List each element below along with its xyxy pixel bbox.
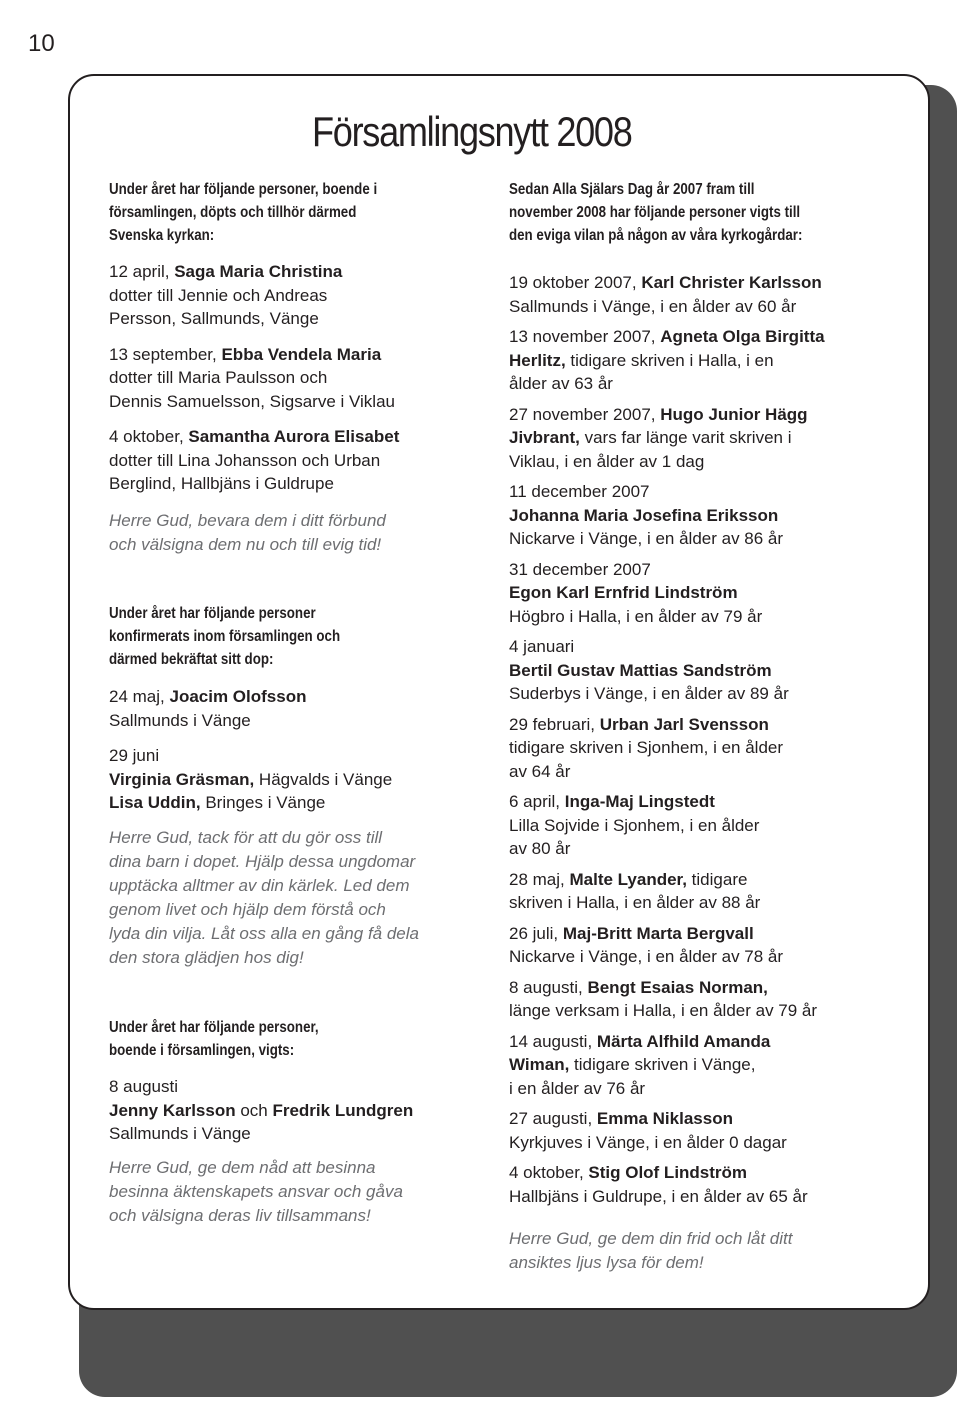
entry-line (509, 976, 879, 1000)
entry-name: Malte Lyander, (569, 869, 687, 889)
text-line: ansiktes ljus lysa för dem! (509, 1253, 704, 1272)
list-item (509, 1161, 879, 1208)
entry-text: Sallmunds i Vänge, i en ålder av 60 år (509, 296, 797, 316)
entry-line (509, 1030, 879, 1054)
entry-line (509, 891, 879, 915)
list-item (509, 790, 879, 861)
entry-name: Hugo Junior Hägg (660, 404, 808, 424)
list-item (509, 868, 879, 915)
entry-line (509, 349, 879, 373)
confirmed-heading (109, 602, 382, 671)
entry-text: 6 april, (509, 792, 565, 811)
list-item (509, 635, 879, 706)
entry-line (509, 1161, 879, 1185)
text-line: och välsigna dem nu och till evig tid! (109, 535, 382, 554)
funerals-heading (509, 178, 855, 247)
entry-text: Persson, Sallmunds, Vänge (109, 309, 319, 328)
entry-line (109, 768, 494, 792)
entry-line (509, 480, 879, 504)
entry-name: Bertil Gustav Mattias Sandström (509, 660, 772, 680)
entry-line (109, 307, 494, 331)
wedding-list (109, 1075, 494, 1146)
entry-line (109, 284, 494, 308)
text-line: lyda din vilja. Låt oss alla en gång få dela (109, 924, 419, 943)
entry-text: 19 oktober 2007, (509, 273, 642, 292)
wedding-section (109, 1016, 353, 1062)
entry-line (509, 659, 879, 683)
entry-line (509, 581, 879, 605)
wedding-prayer (109, 1156, 403, 1228)
entry-text: 4 januari (509, 637, 575, 656)
entry-line (509, 1053, 879, 1077)
entry-line (109, 1075, 494, 1099)
entry-line (509, 922, 879, 946)
entry-text: Högbro i Halla, i en ålder av 79 år (509, 606, 763, 626)
entry-line (509, 295, 879, 319)
list-item (109, 1075, 494, 1146)
entry-line (509, 504, 879, 528)
confirmed-section (109, 602, 378, 671)
list-item (509, 976, 879, 1023)
entry-name: Saga Maria Christina (174, 262, 343, 281)
entry-name: Maj-Britt Marta Bergvall (562, 923, 754, 943)
entry-text: länge verksam i Halla, i en ålder av 79 år (509, 1001, 818, 1020)
entry-line (509, 999, 879, 1023)
text-line: besinna äktenskapets ansvar och gåva (109, 1182, 403, 1201)
text-line: Herre Gud, ge dem din frid och låt ditt (509, 1229, 793, 1248)
entry-line (509, 713, 879, 737)
baptism-prayer (109, 509, 386, 557)
wedding-prayer-text (109, 1156, 403, 1228)
text-line: konfirmerats inom församlingen och (109, 628, 341, 645)
entry-line (509, 372, 879, 396)
text-line: Under året har följande personer, (109, 1019, 319, 1036)
entry-text: 29 februari, (509, 714, 600, 734)
entry-text: ålder av 63 år (509, 374, 613, 393)
entry-text: Nickarve i Vänge, i en ålder av 78 år (509, 947, 784, 966)
entry-name: Karl Christer Karlsson (641, 273, 822, 292)
wedding-heading (109, 1016, 356, 1062)
list-item (109, 685, 494, 732)
entry-name: Agneta Olga Birgitta (660, 327, 825, 346)
text-line: Herre Gud, tack för att du gör oss till (109, 828, 383, 847)
entry-text: Bringes i Vänge (200, 793, 326, 812)
entry-text: Hägvalds i Vänge (254, 769, 393, 789)
entry-name: Emma Niklasson (596, 1109, 733, 1128)
entry-line (109, 472, 494, 496)
list-item (509, 403, 879, 474)
entry-text: 29 juni (109, 746, 160, 765)
text-line: november 2008 har följande personer vigts till (509, 204, 801, 221)
baptized-heading (109, 178, 425, 247)
list-item (509, 558, 879, 629)
funeral-prayer (509, 1227, 792, 1275)
entry-line (509, 450, 879, 474)
entry-line (509, 1185, 879, 1209)
entry-line (109, 260, 494, 284)
entry-text: 8 augusti (109, 1077, 178, 1096)
entry-line (109, 744, 494, 768)
list-item (109, 425, 494, 496)
entry-line (109, 343, 494, 367)
list-item (509, 1030, 879, 1101)
entry-text: tidigare skriven i Halla, i en (565, 350, 774, 370)
entry-line (509, 1077, 879, 1101)
entry-text: 13 november 2007, (509, 327, 661, 346)
entry-line (109, 449, 494, 473)
entry-name: Wiman, (509, 1055, 570, 1074)
entry-text: 12 april, (109, 262, 175, 281)
entry-text: Sallmunds i Vänge (109, 710, 251, 730)
entry-text: dotter till Lina Johansson och Urban (109, 450, 381, 470)
entry-text: 8 augusti, (509, 977, 588, 997)
entry-text: Suderbys i Vänge, i en ålder av 89 år (509, 684, 789, 703)
entry-line (109, 390, 494, 414)
text-line: församlingen, döpts och tillhör därmed (109, 204, 357, 221)
text-line: den eviga vilan på någon av våra kyrkogårdar: (509, 227, 803, 244)
entry-line (109, 685, 494, 709)
entry-text: 13 september, (109, 344, 222, 364)
text-line: därmed bekräftat sitt dop: (109, 651, 274, 668)
entry-name: Fredrik Lundgren (272, 1100, 414, 1120)
entry-name: Lisa Uddin, (109, 793, 201, 812)
entry-name: Märta Alfhild Amanda (596, 1031, 771, 1051)
entry-line (109, 1099, 494, 1123)
list-item (509, 922, 879, 969)
funeral-list (509, 271, 879, 1208)
entry-text: Sallmunds i Vänge (109, 1124, 251, 1143)
entry-name: Bengt Esaias Norman, (587, 977, 768, 997)
list-item (509, 713, 879, 784)
entry-text: och (235, 1100, 273, 1120)
confirmation-prayer (109, 826, 419, 970)
text-line: och välsigna deras liv tillsammans! (109, 1206, 371, 1225)
entry-text: Kyrkjuves i Vänge, i en ålder 0 dagar (509, 1132, 787, 1152)
entry-line (509, 271, 879, 295)
entry-line (509, 1107, 879, 1131)
entry-line (509, 1131, 879, 1155)
entry-name: Johanna Maria Josefina Eriksson (509, 505, 779, 525)
text-line: Herre Gud, ge dem nåd att besinna (109, 1158, 376, 1177)
entry-name: Stig Olof Lindström (588, 1163, 748, 1182)
text-line: genom livet och hjälp dem förstå och (109, 900, 386, 919)
entry-text: 27 augusti, (509, 1109, 597, 1128)
entry-line (509, 605, 879, 629)
entry-line (509, 527, 879, 551)
funerals-section (509, 178, 850, 247)
entry-line (509, 325, 879, 349)
baptized-section (109, 178, 421, 247)
entry-line (509, 635, 879, 659)
entry-name: Ebba Vendela Maria (221, 344, 382, 364)
entry-text: av 64 år (509, 761, 571, 781)
entry-text: 14 augusti, (509, 1031, 597, 1051)
entry-line (509, 814, 879, 838)
entry-text: Hallbjäns i Guldrupe, i en ålder av 65 år (509, 1186, 808, 1206)
entry-line (509, 736, 879, 760)
entry-line (109, 709, 494, 733)
entry-name: Jivbrant, (509, 428, 580, 447)
entry-line (109, 425, 494, 449)
entry-text: tidigare skriven i Sjonhem, i en ålder (509, 738, 784, 757)
entry-text: vars far länge varit skriven i (579, 428, 792, 447)
entry-name: Samantha Aurora Elisabet (188, 427, 400, 446)
entry-text: Viklau, i en ålder av 1 dag (509, 451, 705, 471)
confirmation-prayer-text (109, 826, 419, 970)
entry-name: Joacim Olofsson (169, 687, 307, 706)
entry-text: 28 maj, (509, 869, 570, 889)
entry-line (509, 868, 879, 892)
text-line: Under året har följande personer, boende i (109, 181, 378, 198)
entry-line (509, 682, 879, 706)
entry-line (509, 760, 879, 784)
text-line: Sedan Alla Själars Dag år 2007 fram till (509, 181, 755, 198)
list-item (509, 480, 879, 551)
text-line: upptäcka alltmer av din kärlek. Led dem (109, 876, 410, 895)
entry-line (109, 366, 494, 390)
entry-text: i en ålder av 76 år (509, 1078, 646, 1098)
entry-name: Herlitz, (509, 350, 566, 370)
entry-text: 4 oktober, (509, 1163, 589, 1182)
text-line: den stora glädjen hos dig! (109, 948, 304, 967)
entry-name: Jenny Karlsson (109, 1100, 236, 1120)
list-item (509, 271, 879, 318)
entry-line (509, 558, 879, 582)
list-item (109, 744, 494, 815)
entry-text: 4 oktober, (109, 427, 189, 446)
entry-text: Nickarve i Vänge, i en ålder av 86 år (509, 529, 784, 548)
entry-line (509, 945, 879, 969)
entry-text: 26 juli, (509, 923, 563, 943)
entry-text: Dennis Samuelsson, Sigsarve i Viklau (109, 391, 395, 411)
text-line: Under året har följande personer (109, 605, 316, 622)
entry-text: 11 december 2007 (509, 482, 650, 501)
entry-line (509, 837, 879, 861)
entry-line (509, 426, 879, 450)
entry-text: tidigare (686, 869, 748, 889)
entry-text: dotter till Maria Paulsson och (109, 368, 328, 387)
entry-text: tidigare skriven i Vänge, (569, 1055, 756, 1074)
text-line: Svenska kyrkan: (109, 227, 215, 244)
list-item (509, 325, 879, 396)
list-item (109, 260, 494, 331)
entry-text: 27 november 2007, (509, 404, 661, 424)
entry-text: Lilla Sojvide i Sjonhem, i en ålder (509, 815, 760, 835)
funeral-prayer-text (509, 1227, 792, 1275)
baptism-list (109, 260, 494, 496)
entry-text: 24 maj, (109, 687, 170, 706)
entry-name: Virginia Gräsman, (109, 769, 255, 789)
entry-name: Inga-Maj Lingstedt (564, 792, 715, 811)
entry-text: dotter till Jennie och Andreas (109, 285, 328, 305)
entry-name: Egon Karl Ernfrid Lindström (509, 583, 738, 602)
list-item (509, 1107, 879, 1154)
list-item (109, 343, 494, 414)
entry-text: 31 december 2007 (509, 559, 651, 579)
confirmation-list (109, 685, 494, 815)
entry-line (509, 403, 879, 427)
text-line: Herre Gud, bevara dem i ditt förbund (109, 511, 386, 530)
entry-name: Urban Jarl Svensson (599, 714, 769, 734)
entry-text: av 80 år (509, 839, 571, 858)
baptism-prayer-text (109, 509, 386, 557)
entry-line (509, 790, 879, 814)
page-title: Församlingsnytt 2008 (312, 108, 632, 155)
entry-line (109, 1122, 494, 1146)
page-number: 10 (28, 30, 55, 57)
entry-text: skriven i Halla, i en ålder av 88 år (509, 893, 761, 912)
text-line: dina barn i dopet. Hjälp dessa ungdomar (109, 852, 416, 871)
entry-text: Berglind, Hallbjäns i Guldrupe (109, 474, 334, 493)
text-line: boende i församlingen, vigts: (109, 1042, 295, 1059)
entry-line (109, 791, 494, 815)
